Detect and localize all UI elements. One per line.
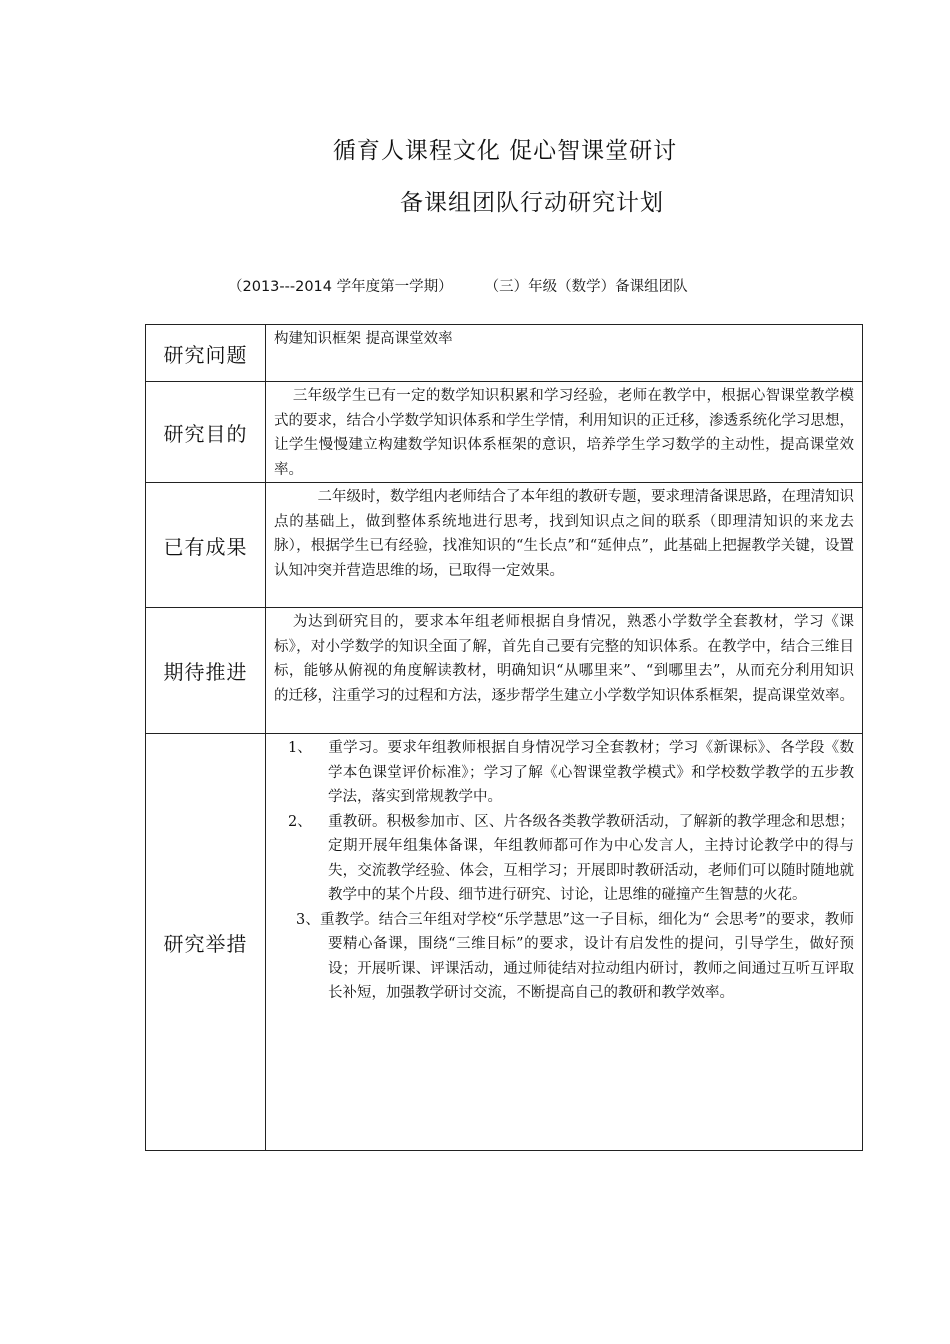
measure-item-1-text: 重学习。要求年组教师根据自身情况学习全套教材；学习《新课标》、各学段《数学本色课堂评价标准》；学习了解《心智课堂教学模式》和学校数学教学的五步教学法，落实到常规教学中。: [328, 740, 854, 805]
expected-progress-text: 为达到研究目的，要求本年组老师根据自身情况，熟悉小学数学全套教材，学习《课标》，对小学数学的知识全面了解，首先自己要有完整的知识体系。在教学中，结合三维目标，能够从俯视的角度解读教材，明确知识“从哪里来”、“到哪里去”，从而充分利用知识的迁移，注重学习的过程和方法，逐步帮学生建立小学数学知识体系框架，提高课堂效率。: [274, 614, 854, 704]
table-row-research-question: [146, 325, 863, 382]
measure-item-2: [274, 810, 854, 908]
table-row-existing-results: [146, 483, 863, 608]
research-purpose-text: 三年级学生已有一定的数学知识积累和学习经验，老师在教学中，根据心智课堂教学模式的要求，结合小学数学知识体系和学生学情，利用知识的正迁移，渗透系统化学习思想，让学生慢慢建立构建数学知识体系框架的意识，培养学生学习数学的主动性，提高课堂效率。: [274, 388, 854, 478]
label-expected-progress: 期待推进: [146, 608, 266, 734]
title-line-1: 循育人课程文化 促心智课堂研讨: [332, 138, 678, 164]
existing-results-text: 二年级时，数学组内老师结合了本年组的教研专题，要求理清备课思路，在理清知识点的基础上，做到整体系统地进行思考，找到知识点之间的联系（即理清知识的来龙去脉），根据学生已有经验，找准知识的“生长点”和“延伸点”，此基础上把握教学关键，设置认知冲突并营造思维的场，已取得一定效果。: [274, 489, 854, 579]
measure-item-1-number: 1、: [288, 740, 312, 756]
measure-item-3-number: 3、: [296, 911, 321, 928]
research-question-text: 构建知识框架 提高课堂效率: [274, 331, 453, 347]
content-research-measures: [266, 734, 863, 1151]
title-line-2: 备课组团队行动研究计划: [400, 190, 664, 216]
content-research-purpose: [266, 382, 863, 483]
subtitle: [228, 275, 688, 296]
label-research-measures: 研究举措: [146, 734, 266, 1151]
label-existing-results: 已有成果: [146, 483, 266, 608]
label-research-purpose: 研究目的: [146, 382, 266, 483]
measure-item-2-text: 重教研。积极参加市、区、片各级各类教学教研活动，了解新的教学理念和思想；定期开展年组集体备课，年组教师都可作为中心发言人，主持讨论教学中的得与失，交流教学经验、体会，互相学习；开展即时教研活动，老师们可以随时随地就教学中的某个片段、细节进行研究、讨论，让思维的碰撞产生智慧的火花。: [328, 813, 854, 903]
measure-item-1: [274, 736, 854, 810]
subtitle-team: （三）年级（数学）备课组团队: [484, 279, 688, 295]
table-row-research-measures: [146, 734, 863, 1151]
content-existing-results: [266, 483, 863, 608]
table-row-expected-progress: [146, 608, 863, 734]
table-row-research-purpose: [146, 382, 863, 483]
content-research-question: [266, 325, 863, 382]
measure-item-3: [274, 908, 854, 1006]
plan-table: [145, 324, 863, 1151]
content-expected-progress: [266, 608, 863, 734]
measure-item-2-number: 2、: [288, 813, 312, 830]
subtitle-term: （2013---2014 学年度第一学期）: [228, 279, 453, 295]
measure-item-3-text: 重教学。结合三年组对学校“乐学慧思”这一子目标，细化为“ 会思考”的要求，教师要精心备课，围绕“三维目标”的要求，设计有启发性的提问，引导学生，做好预设；开展听课、评课活动，通过师徒结对拉动组内研讨，教师之间通过互听互评取长补短，加强教学研讨交流，不断提高自己的教研和教学效率。: [320, 911, 854, 1001]
label-research-question: 研究问题: [146, 325, 266, 382]
